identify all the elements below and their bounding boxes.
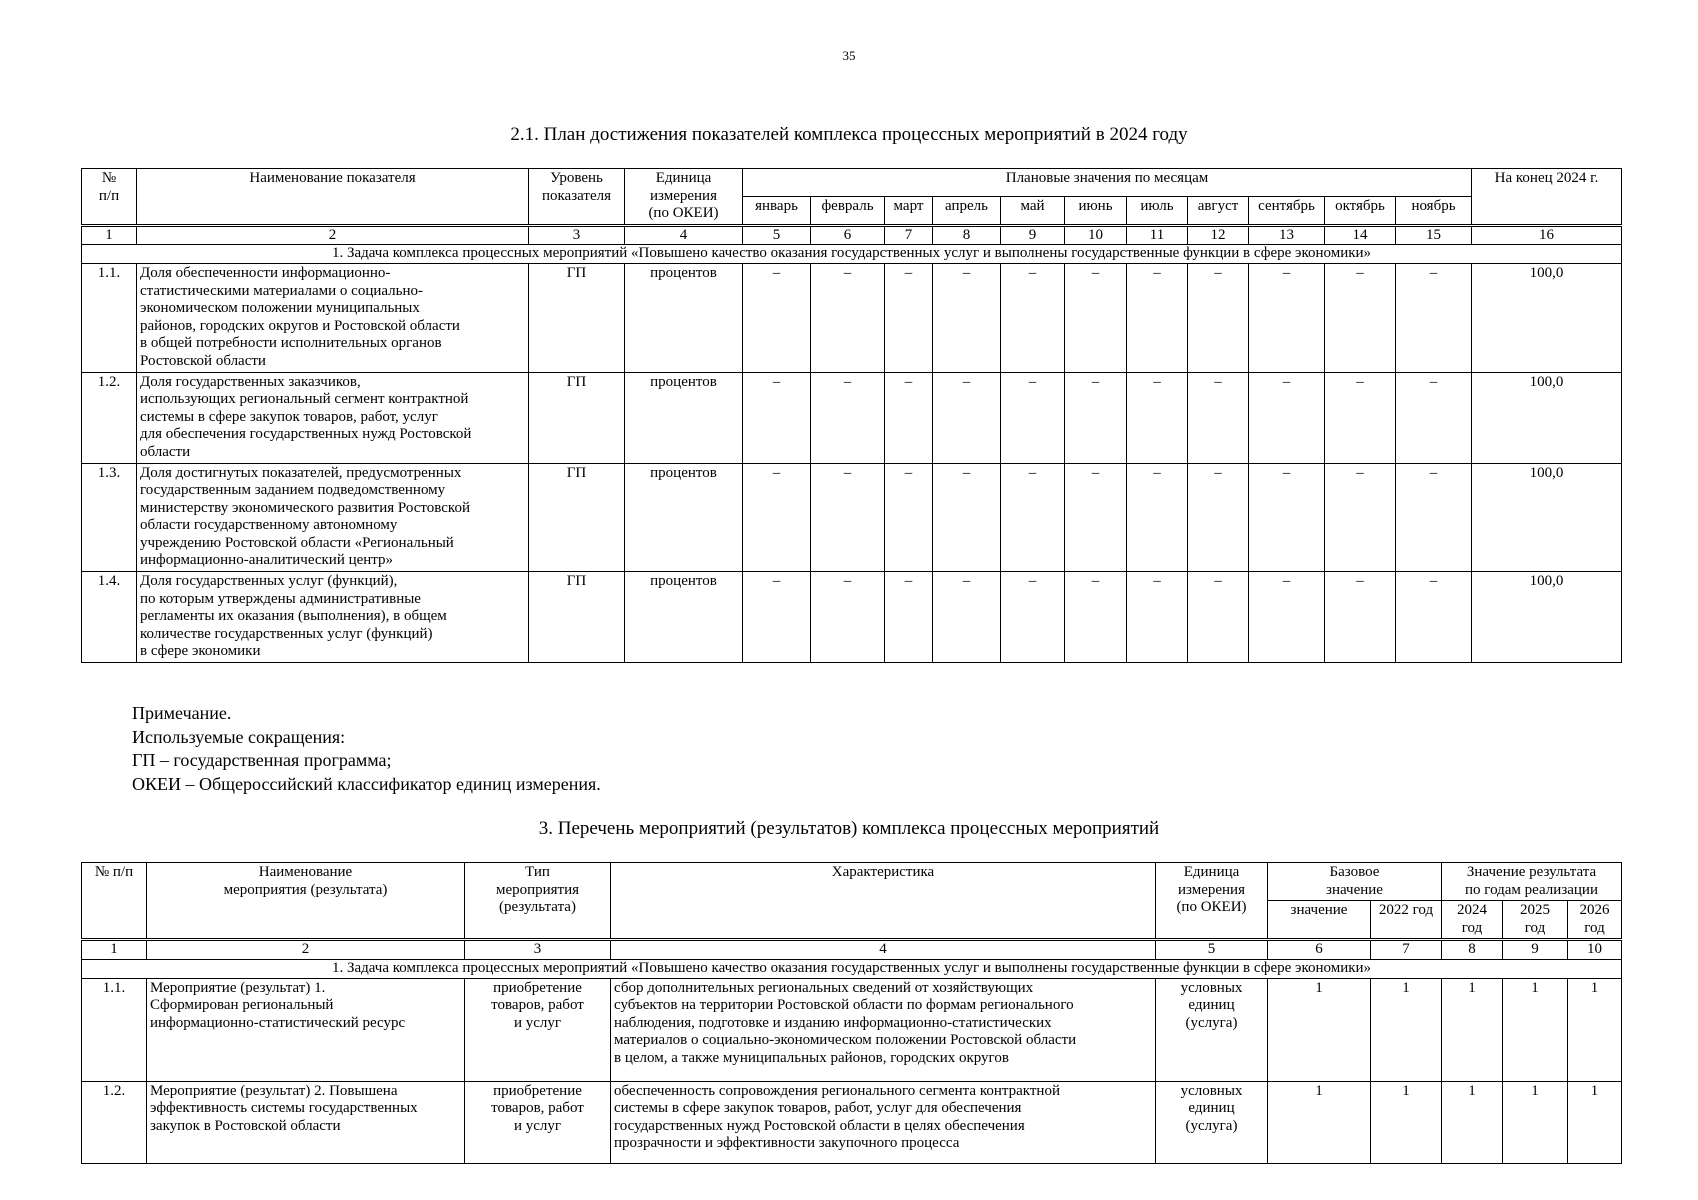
activity-type: приобретение товаров, работ и услуг <box>465 978 611 1081</box>
column-number: 6 <box>811 225 885 245</box>
activities-table <box>81 862 1622 1164</box>
column-number: 9 <box>1503 940 1568 960</box>
header-month: февраль <box>811 196 885 225</box>
month-value: – <box>1188 572 1249 663</box>
month-value: – <box>933 572 1001 663</box>
header-unit: Единица измерения (по ОКЕИ) <box>1156 863 1268 940</box>
base-value: 1 <box>1268 978 1371 1081</box>
month-value: – <box>811 372 885 463</box>
header-num: № п/п <box>82 169 137 226</box>
indicator-unit: процентов <box>625 372 743 463</box>
year-end-value: 100,0 <box>1472 463 1622 572</box>
indicator-level: ГП <box>529 372 625 463</box>
page-number: 35 <box>842 48 856 63</box>
base-value: 1 <box>1268 1081 1371 1163</box>
column-number: 15 <box>1396 225 1472 245</box>
column-number: 2 <box>137 225 529 245</box>
column-number: 1 <box>82 225 137 245</box>
header-base-value-value: значение <box>1268 901 1371 940</box>
month-value: – <box>1325 572 1396 663</box>
month-value: – <box>1001 572 1065 663</box>
row-number: 1.3. <box>82 463 137 572</box>
month-value: – <box>885 463 933 572</box>
month-value: – <box>1325 463 1396 572</box>
note-block <box>132 702 601 796</box>
header-level: Уровень показателя <box>529 169 625 226</box>
month-value: – <box>1127 463 1188 572</box>
year-result-value: 1 <box>1503 978 1568 1081</box>
header-year: 2024 год <box>1442 901 1503 940</box>
indicator-name: Доля государственных услуг (функций), по которым утверждены административные регламенты их оказания (выполнения), в общем количестве государственных услуг (функций) в сфере экономики <box>137 572 529 663</box>
header-month: июнь <box>1065 196 1127 225</box>
row-number: 1.1. <box>82 978 147 1081</box>
month-value: – <box>1127 372 1188 463</box>
column-number: 11 <box>1127 225 1188 245</box>
month-value: – <box>1001 463 1065 572</box>
header-month: апрель <box>933 196 1001 225</box>
month-value: – <box>933 463 1001 572</box>
column-number: 9 <box>1001 225 1065 245</box>
row-number: 1.4. <box>82 572 137 663</box>
header-month: январь <box>743 196 811 225</box>
activity-characteristic: обеспеченность сопровождения регионального сегмента контрактной системы в сфере закупок товаров, работ, услуг для обеспечения государственных нужд Ростовской области в целях обеспечения прозрачности и эффективности закупочного процесса <box>611 1081 1156 1163</box>
header-year-end: На конец 2024 г. <box>1472 169 1622 226</box>
activity-name: Мероприятие (результат) 2. Повышена эффективность системы государственных закупок в Ростовской области <box>147 1081 465 1163</box>
activity-unit: условных единиц (услуга) <box>1156 1081 1268 1163</box>
activity-type: приобретение товаров, работ и услуг <box>465 1081 611 1163</box>
header-num: № п/п <box>82 863 147 940</box>
month-value: – <box>743 463 811 572</box>
month-value: – <box>885 372 933 463</box>
month-value: – <box>1001 263 1065 372</box>
column-number: 7 <box>885 225 933 245</box>
column-number: 10 <box>1568 940 1622 960</box>
month-value: – <box>1396 263 1472 372</box>
month-value: – <box>743 572 811 663</box>
month-value: – <box>1325 263 1396 372</box>
activity-unit: условных единиц (услуга) <box>1156 978 1268 1081</box>
column-number: 3 <box>465 940 611 960</box>
column-number: 7 <box>1371 940 1442 960</box>
header-activity-type: Тип мероприятия (результата) <box>465 863 611 940</box>
indicator-name: Доля достигнутых показателей, предусмотренных государственным заданием подведомственному министерству экономического развития Ростовской области государственному автономному учреждению Ростовской области «Региональный информационно-аналитический центр» <box>137 463 529 572</box>
column-number: 8 <box>933 225 1001 245</box>
month-value: – <box>811 572 885 663</box>
note-line: Используемые сокращения: <box>132 726 346 747</box>
month-value: – <box>1188 263 1249 372</box>
base-year-value: 1 <box>1371 978 1442 1081</box>
header-result-by-years: Значение результата по годам реализации <box>1442 863 1622 901</box>
column-number: 5 <box>1156 940 1268 960</box>
column-number: 1 <box>82 940 147 960</box>
header-base-value: Базовое значение <box>1268 863 1442 901</box>
table-row <box>82 372 1622 463</box>
table-row <box>82 463 1622 572</box>
month-value: – <box>743 263 811 372</box>
column-number: 12 <box>1188 225 1249 245</box>
header-month: сентябрь <box>1249 196 1325 225</box>
header-year: 2026 год <box>1568 901 1622 940</box>
year-end-value: 100,0 <box>1472 572 1622 663</box>
month-value: – <box>933 372 1001 463</box>
header-month: август <box>1188 196 1249 225</box>
month-value: – <box>885 263 933 372</box>
column-number: 5 <box>743 225 811 245</box>
year-result-value: 1 <box>1442 1081 1503 1163</box>
header-activity-name: Наименование мероприятия (результата) <box>147 863 465 940</box>
table-row <box>82 1081 1622 1163</box>
row-number: 1.1. <box>82 263 137 372</box>
table-row <box>82 263 1622 372</box>
month-value: – <box>1249 463 1325 572</box>
task-row: 1. Задача комплекса процессных мероприятий «Повышено качество оказания государственных услуг и выполнены государственные функции в сфере экономики» <box>82 959 1622 978</box>
indicator-unit: процентов <box>625 463 743 572</box>
month-value: – <box>1325 372 1396 463</box>
month-value: – <box>1065 463 1127 572</box>
indicator-name: Доля государственных заказчиков, использующих региональный сегмент контрактной системы в сфере закупок товаров, работ, услуг для обеспечения государственных нужд Ростовской области <box>137 372 529 463</box>
indicator-level: ГП <box>529 572 625 663</box>
month-value: – <box>1249 263 1325 372</box>
month-value: – <box>1396 372 1472 463</box>
month-value: – <box>1127 263 1188 372</box>
indicators-plan-table <box>81 168 1622 663</box>
column-number: 3 <box>529 225 625 245</box>
header-month: октябрь <box>1325 196 1396 225</box>
header-base-year: 2022 год <box>1371 901 1442 940</box>
column-number: 2 <box>147 940 465 960</box>
note-heading: Примечание. <box>132 703 232 723</box>
indicator-name: Доля обеспеченности информационно- статистическими материалами о социально- экономическом положении муниципальных районов, городских округов и Ростовской области в общей потребности исполнительных органов Ростовской области <box>137 263 529 372</box>
note-line: ГП – государственная программа; <box>132 750 392 770</box>
header-monthly-values: Плановые значения по месяцам <box>743 169 1472 197</box>
month-value: – <box>811 263 885 372</box>
column-number: 4 <box>625 225 743 245</box>
section-title-activities: 3. Перечень мероприятий (результатов) комплекса процессных мероприятий <box>538 818 1160 839</box>
header-year: 2025 год <box>1503 901 1568 940</box>
month-value: – <box>1127 572 1188 663</box>
month-value: – <box>1249 372 1325 463</box>
table-row <box>82 978 1622 1081</box>
year-end-value: 100,0 <box>1472 372 1622 463</box>
month-value: – <box>1065 263 1127 372</box>
month-value: – <box>933 263 1001 372</box>
row-number: 1.2. <box>82 372 137 463</box>
month-value: – <box>811 463 885 572</box>
month-value: – <box>1188 372 1249 463</box>
column-number: 4 <box>611 940 1156 960</box>
year-end-value: 100,0 <box>1472 263 1622 372</box>
column-number: 14 <box>1325 225 1396 245</box>
year-result-value: 1 <box>1442 978 1503 1081</box>
month-value: – <box>1396 463 1472 572</box>
section-title-plan: 2.1. План достижения показателей комплекса процессных мероприятий в 2024 году <box>510 124 1188 145</box>
header-indicator-name: Наименование показателя <box>137 169 529 226</box>
task-row: 1. Задача комплекса процессных мероприятий «Повышено качество оказания государственных услуг и выполнены государственные функции в сфере экономики» <box>82 245 1622 264</box>
indicator-level: ГП <box>529 463 625 572</box>
base-year-value: 1 <box>1371 1081 1442 1163</box>
note-line: ОКЕИ – Общероссийский классификатор единиц измерения. <box>132 773 601 794</box>
activity-characteristic: сбор дополнительных региональных сведений от хозяйствующих субъектов на территории Ростовской области по формам регионального наблюдения, подготовке и изданию информационно-статистических материалов о социально-экономическом положении Ростовской области в целом, а также муниципальных районов, городских округов <box>611 978 1156 1081</box>
month-value: – <box>1065 372 1127 463</box>
month-value: – <box>743 372 811 463</box>
header-month: ноябрь <box>1396 196 1472 225</box>
column-number: 16 <box>1472 225 1622 245</box>
month-value: – <box>885 572 933 663</box>
column-number: 10 <box>1065 225 1127 245</box>
month-value: – <box>1001 372 1065 463</box>
column-number: 13 <box>1249 225 1325 245</box>
activity-name: Мероприятие (результат) 1. Сформирован региональный информационно-статистический ресурс <box>147 978 465 1081</box>
year-result-value: 1 <box>1568 978 1622 1081</box>
column-number: 8 <box>1442 940 1503 960</box>
month-value: – <box>1249 572 1325 663</box>
header-month: май <box>1001 196 1065 225</box>
header-characteristic: Характеристика <box>611 863 1156 940</box>
indicator-unit: процентов <box>625 263 743 372</box>
header-month: март <box>885 196 933 225</box>
indicator-unit: процентов <box>625 572 743 663</box>
header-unit: Единица измерения (по ОКЕИ) <box>625 169 743 226</box>
header-month: июль <box>1127 196 1188 225</box>
year-result-value: 1 <box>1568 1081 1622 1163</box>
year-result-value: 1 <box>1503 1081 1568 1163</box>
month-value: – <box>1065 572 1127 663</box>
month-value: – <box>1188 463 1249 572</box>
indicator-level: ГП <box>529 263 625 372</box>
table-row <box>82 572 1622 663</box>
month-value: – <box>1396 572 1472 663</box>
column-number: 6 <box>1268 940 1371 960</box>
row-number: 1.2. <box>82 1081 147 1163</box>
